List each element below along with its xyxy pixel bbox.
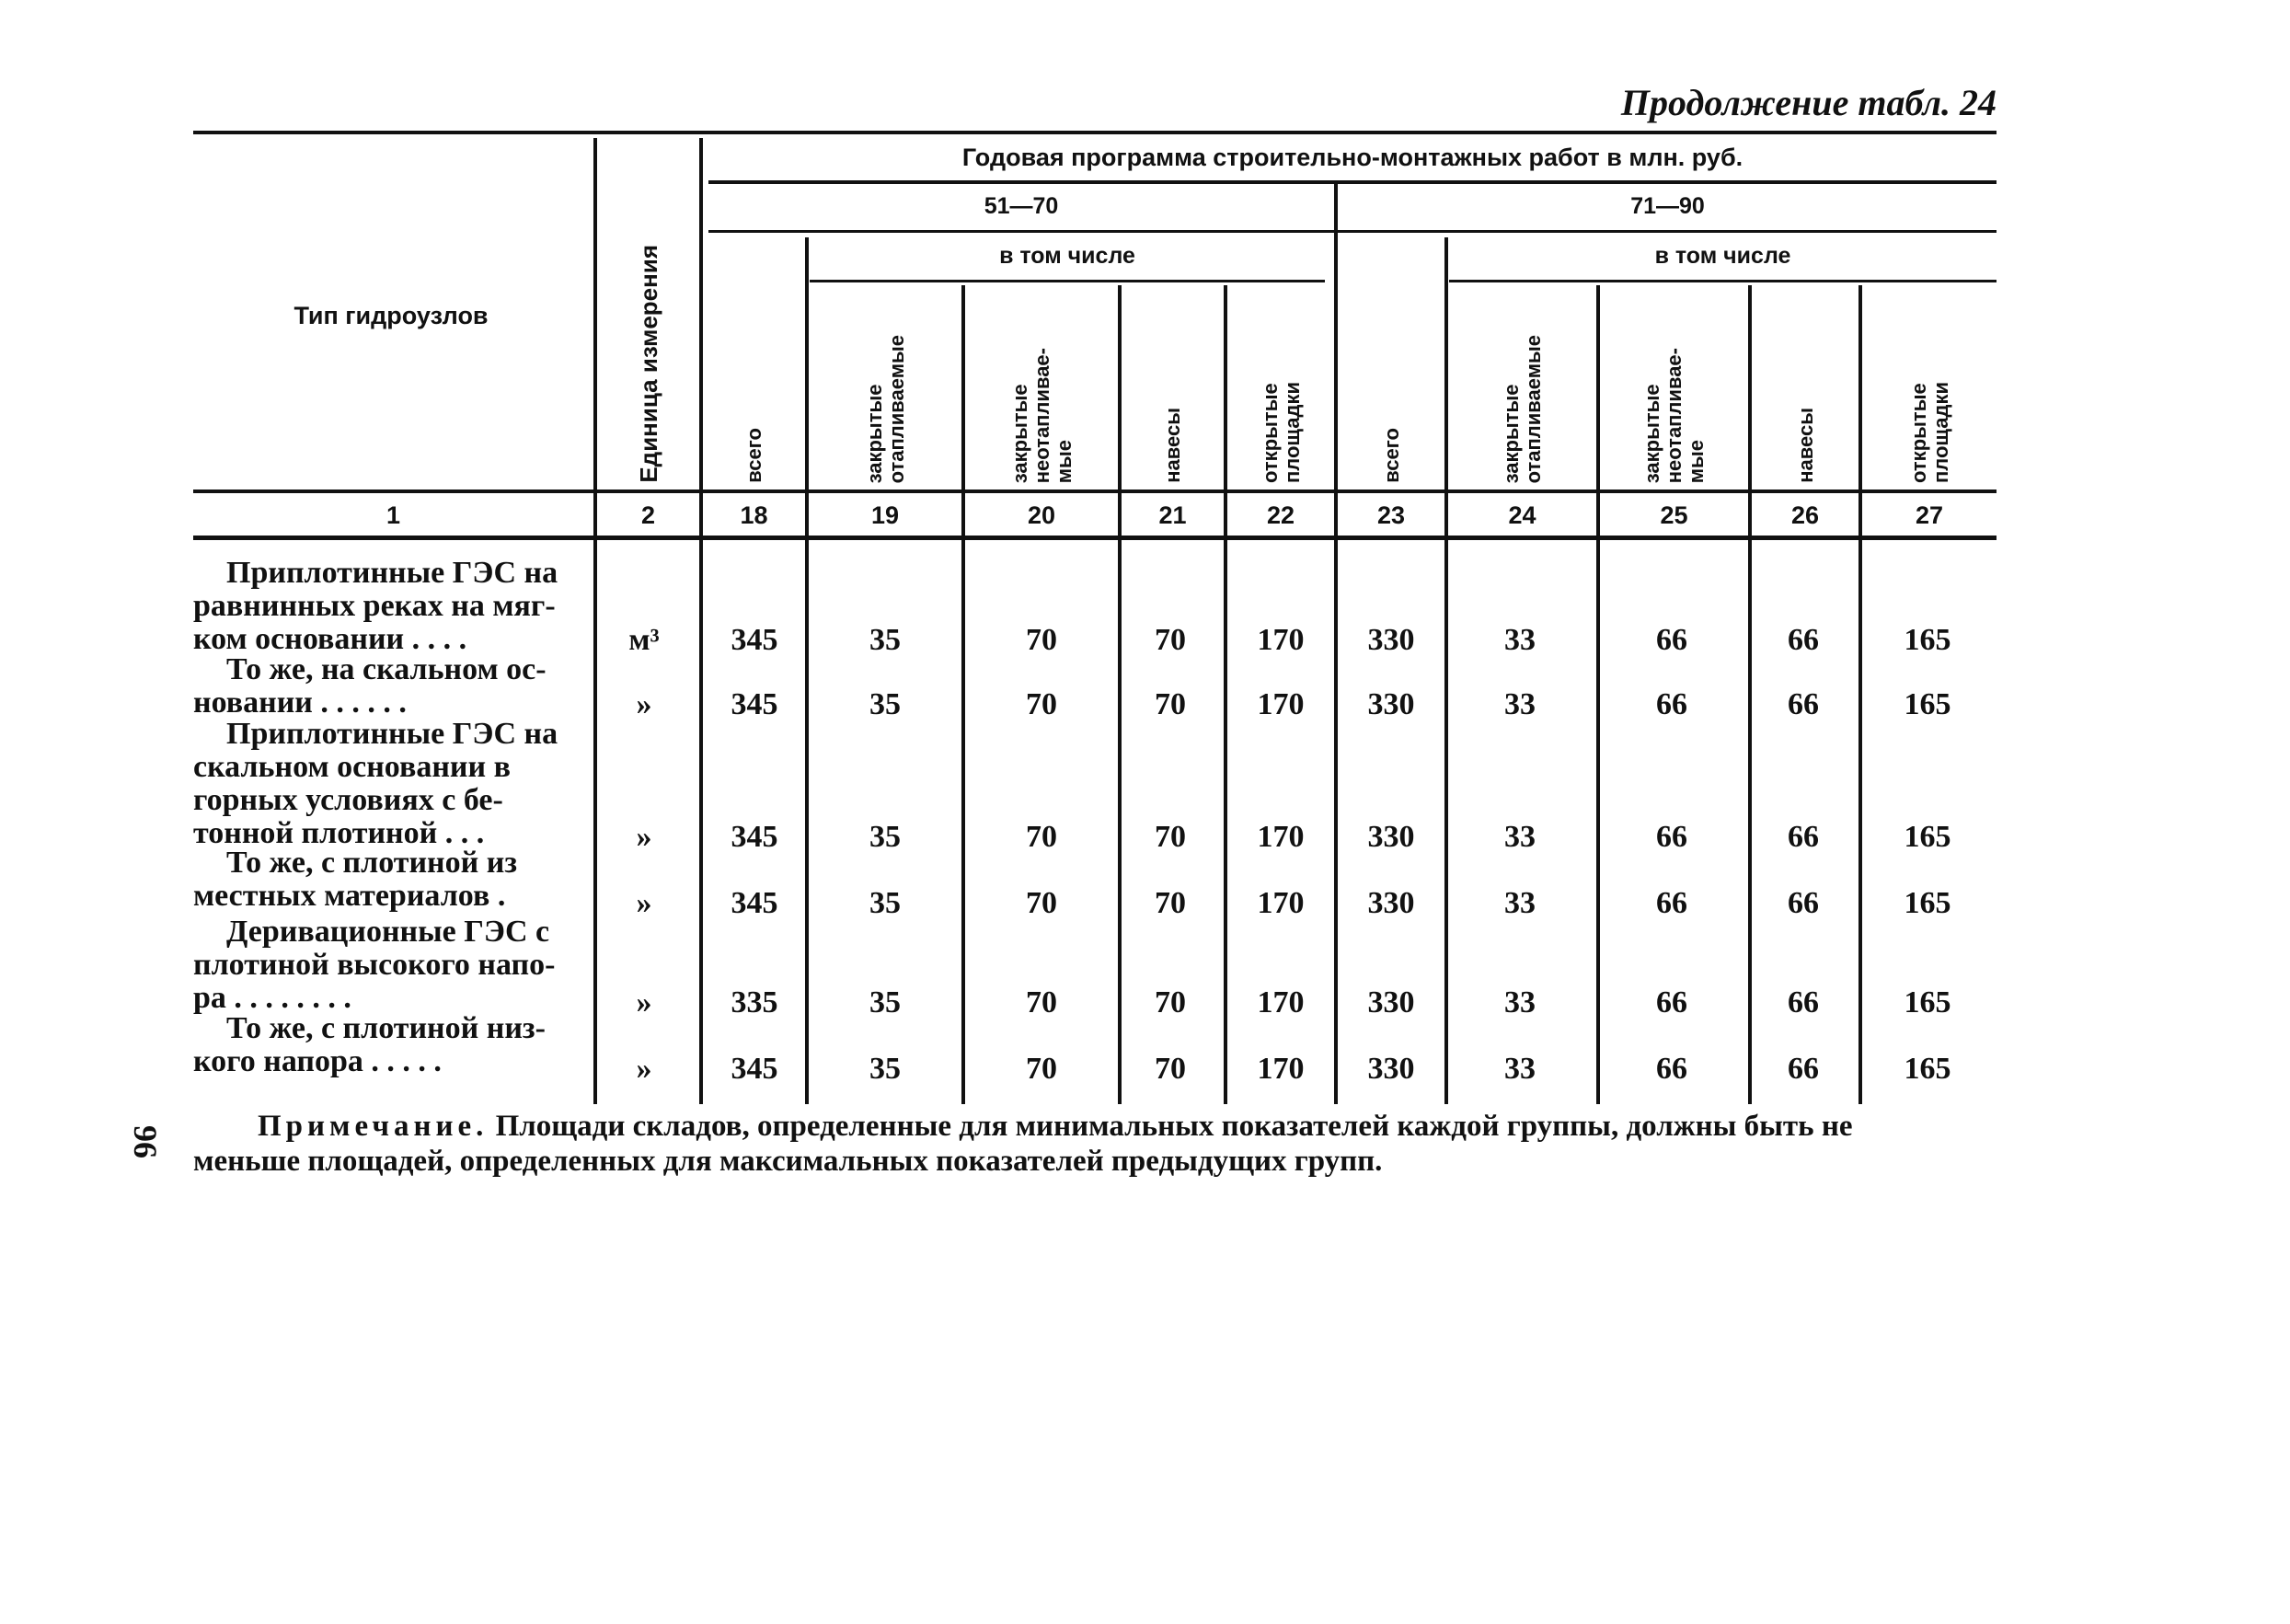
table-cell-unit: м³ [628,623,660,657]
table-cell: 345 [731,623,778,657]
table-cell: 165 [1904,687,1951,721]
table-cell-unit: » [636,820,652,854]
table-cell: 170 [1257,820,1305,854]
colnum-23: 23 [1376,501,1406,529]
table-cell: 165 [1904,886,1951,920]
table-cell: 66 [1656,687,1687,721]
table-cell: 66 [1788,886,1819,920]
table-cell: 330 [1367,820,1415,854]
table-cell: 170 [1257,886,1305,920]
subcol-24: закрытые отапливаемые [1500,334,1545,483]
subcol-24-cell [1449,287,1596,483]
row-name [193,916,578,1015]
table-cell: 70 [1026,623,1057,657]
vline-c19 [805,237,809,1104]
subcol-18-cell [704,239,805,483]
subcol-26-cell [1753,287,1858,483]
vline-c22 [1224,285,1227,1104]
table-cell-unit: » [636,886,652,920]
table-cell-unit: » [636,687,652,721]
table-cell: 335 [731,985,778,1019]
table-cell: 170 [1257,687,1305,721]
table-cell: 33 [1504,687,1536,721]
table-cell: 66 [1656,985,1687,1019]
table-cell: 345 [731,820,778,854]
row-name-line: местных материалов . [193,879,506,913]
table-note [193,1109,1964,1179]
row-name-line: То же, с плотиной из [226,846,517,880]
subcol-20: закрытые неотапливае- мые [1007,347,1076,483]
colnum-21: 21 [1158,501,1187,529]
vline-c23 [1334,184,1338,1104]
table-cell-unit: » [636,1052,652,1086]
rule-top [193,131,1997,134]
subcol-19: закрытые отапливаемые [862,334,908,483]
table-cell: 35 [869,985,901,1019]
vline-c20 [961,285,965,1104]
note-label: Примечание. [258,1110,489,1143]
row-name-line: плотиной высокого напо- [193,948,556,982]
row-name [193,557,578,656]
colnum-19: 19 [870,501,900,529]
table-cell-unit: » [636,985,652,1019]
table-cell: 35 [869,687,901,721]
row-name-line: ра . . . . . . . . [193,981,351,1015]
row-name-line: Деривационные ГЭС с [226,915,550,949]
header-group-2-range: 71—90 [1630,193,1705,219]
subcol-22: открытые площадки [1258,382,1304,483]
vline-c24 [1444,237,1448,1104]
table-cell: 345 [731,1052,778,1086]
colnum-22: 22 [1266,501,1295,529]
header-unit-cell [598,138,699,483]
vline-unit-left [593,138,597,1104]
header-unit: Единица измерения [635,245,662,483]
colnum-20: 20 [1027,501,1056,529]
header-group-2-incl: в том числе [1654,243,1791,269]
table-cell: 70 [1026,886,1057,920]
table-cell: 33 [1504,985,1536,1019]
table-cell: 330 [1367,623,1415,657]
table-cell: 66 [1788,985,1819,1019]
colnum-27: 27 [1915,501,1944,529]
table-cell: 66 [1656,820,1687,854]
table-cell: 66 [1656,886,1687,920]
subcol-21: навесы [1161,408,1184,483]
rule-program [708,180,1997,184]
row-name [193,718,578,850]
table-cell: 170 [1257,985,1305,1019]
table-cell: 165 [1904,985,1951,1019]
row-name-line: Приплотинные ГЭС на [226,717,558,751]
rule-incl-left [810,280,1325,282]
header-type-of-hydro: Тип гидроузлов [293,302,489,329]
table-cell: 165 [1904,1052,1951,1086]
row-name-line: То же, с плотиной низ- [226,1011,546,1045]
row-name [193,1012,578,1078]
table-cell: 330 [1367,886,1415,920]
table-cell: 70 [1026,820,1057,854]
note-text: Площади складов, определенные для минимальных показателей каждой группы, должны быть не меньше площадей, определенных для максимальных показателей предыдущих групп. [193,1110,1853,1178]
colnum-18: 18 [740,501,768,529]
row-name-line: скальном основании в [193,750,511,784]
header-group-1-range: 51—70 [984,193,1059,219]
row-name-line: горных условиях с бе- [193,783,503,817]
subcol-22-cell [1228,287,1334,483]
subcol-26: навесы [1793,408,1817,483]
table-cell: 345 [731,687,778,721]
row-name-line: равнинных реках на мяг- [193,589,556,623]
rule-numbers-bottom [193,536,1997,540]
table-cell: 66 [1656,1052,1687,1086]
table-cell: 70 [1026,985,1057,1019]
colnum-2: 2 [640,501,656,529]
table-cell: 330 [1367,687,1415,721]
colnum-26: 26 [1790,501,1820,529]
row-name [193,653,578,720]
colnum-1: 1 [386,501,401,529]
table-cell: 66 [1656,623,1687,657]
table-cell: 35 [869,623,901,657]
table-cell: 33 [1504,623,1536,657]
table-cell: 35 [869,886,901,920]
table-cell: 330 [1367,985,1415,1019]
table-caption: Продолжение табл. 24 [1620,82,1997,123]
table-cell: 70 [1155,1052,1186,1086]
table-cell: 70 [1155,886,1186,920]
table-cell: 70 [1026,1052,1057,1086]
table-cell: 33 [1504,886,1536,920]
subcol-25: закрытые неотапливае- мые [1640,347,1708,483]
vline-c26 [1748,285,1752,1104]
rule-header-bottom [193,490,1997,493]
rule-incl-right [1449,280,1997,282]
subcol-27-cell [1863,287,1997,483]
table-cell: 33 [1504,820,1536,854]
table-cell: 66 [1788,623,1819,657]
rule-groups [708,230,1997,233]
row-name-line: кого напора . . . . . [193,1044,442,1078]
page-number: 96 [127,1125,164,1158]
table-cell: 70 [1155,820,1186,854]
row-name-line: Приплотинные ГЭС на [226,556,558,590]
colnum-25: 25 [1660,501,1688,529]
subcol-20-cell [966,287,1118,483]
row-name-line: новании . . . . . . [193,685,407,720]
table-cell: 66 [1788,820,1819,854]
vline-c21 [1118,285,1122,1104]
subcol-21-cell [1122,287,1224,483]
table-cell: 70 [1026,687,1057,721]
table-cell: 330 [1367,1052,1415,1086]
row-name-line: То же, на скальном ос- [226,652,547,686]
row-name-line: ком основании . . . . [193,622,467,656]
subcol-27: открытые площадки [1906,382,1952,483]
vline-c25 [1596,285,1600,1104]
vline-c27 [1858,285,1862,1104]
colnum-24: 24 [1508,501,1536,529]
table-cell: 70 [1155,687,1186,721]
subcol-18: всего [742,428,765,483]
table-cell: 165 [1904,623,1951,657]
vline-unit-right [699,138,703,1104]
table-cell: 70 [1155,623,1186,657]
table-cell: 35 [869,820,901,854]
table-cell: 70 [1155,985,1186,1019]
table-cell: 165 [1904,820,1951,854]
table-cell: 66 [1788,1052,1819,1086]
header-group-1-incl: в том числе [999,243,1135,269]
row-name-line: тонной плотиной . . . [193,816,485,850]
subcol-25-cell [1601,287,1748,483]
table-cell: 66 [1788,687,1819,721]
table-cell: 170 [1257,623,1305,657]
subcol-23: всего [1379,428,1403,483]
table-cell: 33 [1504,1052,1536,1086]
subcol-19-cell [810,287,961,483]
subcol-23-cell [1339,239,1444,483]
table-cell: 345 [731,886,778,920]
table-cell: 35 [869,1052,901,1086]
row-name [193,847,578,913]
table-cell: 170 [1257,1052,1305,1086]
header-program: Годовая программа строительно-монтажных работ в млн. руб. [961,144,1743,171]
